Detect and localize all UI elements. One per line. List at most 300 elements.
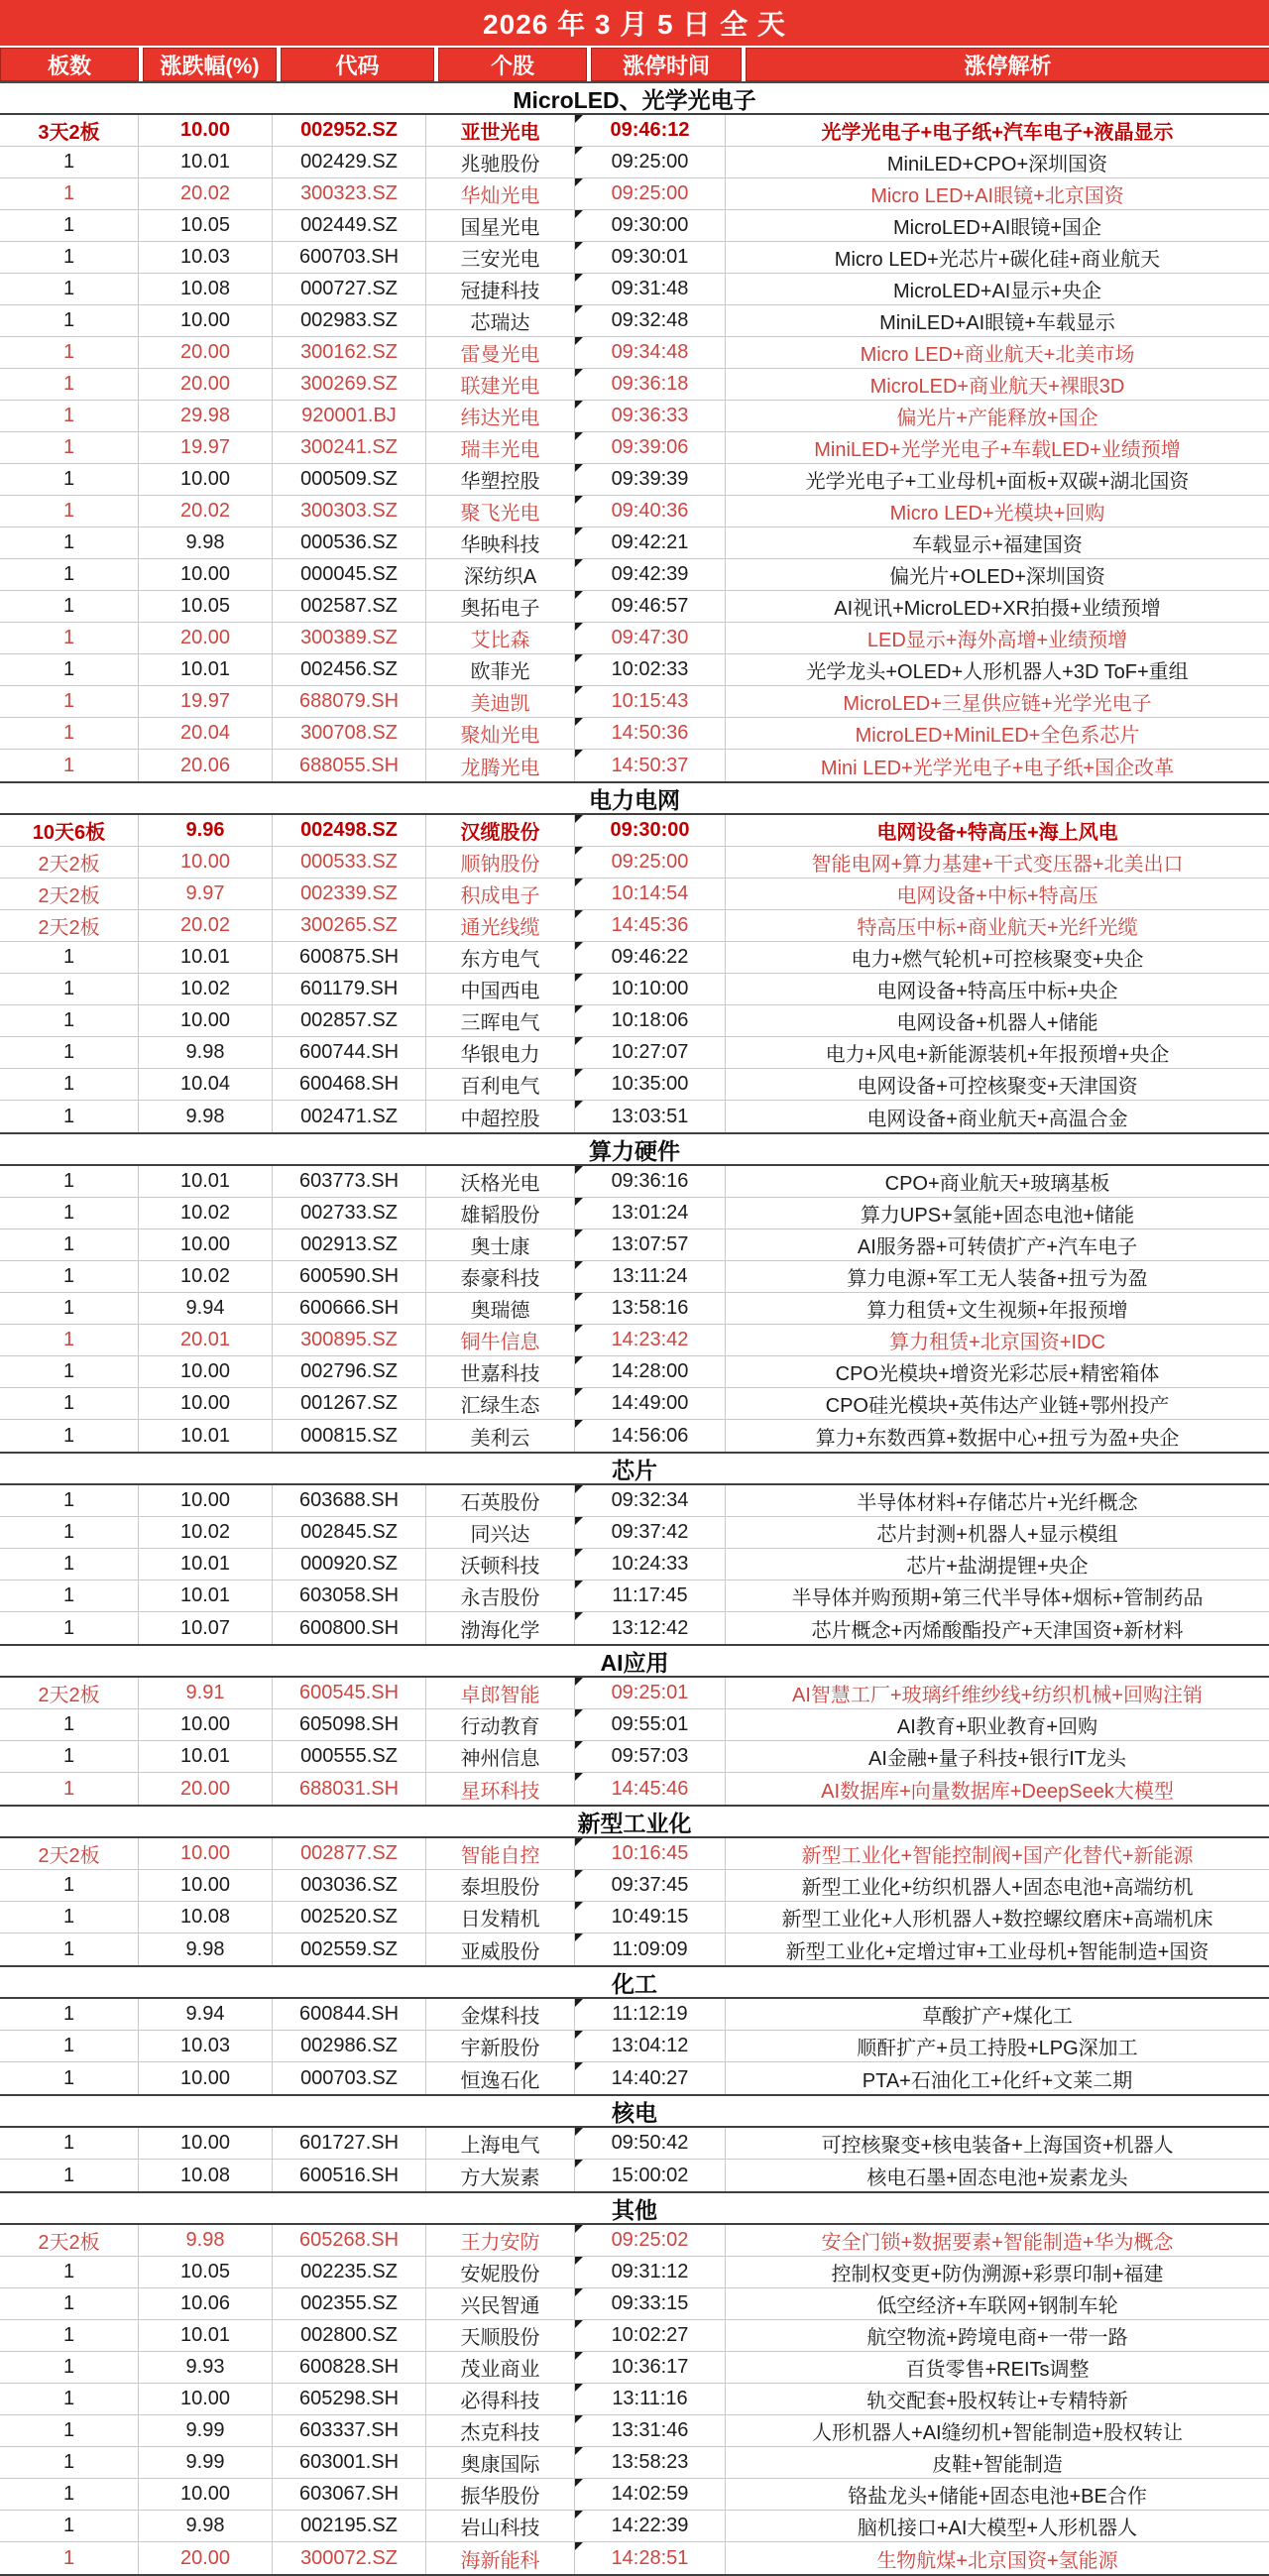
- stock-code-cell: 300895.SZ: [273, 1325, 426, 1355]
- stock-code-cell: 002498.SZ: [273, 815, 426, 846]
- board-count-cell: 1: [0, 1773, 139, 1805]
- limit-time-cell: [575, 1838, 726, 1869]
- analysis-cell: LED显示+海外高增+业绩预增: [866, 630, 1128, 651]
- pct-change-cell: 10.00: [139, 305, 273, 336]
- stock-code-cell: 688031.SH: [273, 1773, 426, 1805]
- table-row: [0, 274, 1269, 305]
- board-count-cell: 1: [0, 1293, 139, 1324]
- table-row: [0, 464, 1269, 496]
- limit-time-cell: [575, 1485, 726, 1516]
- stock-code-cell: 002800.SZ: [273, 2320, 426, 2351]
- board-count-cell: 1: [0, 1485, 139, 1516]
- comment-indicator-icon: [575, 242, 583, 250]
- limit-time-cell: [575, 1870, 726, 1901]
- stock-code-cell: 600590.SH: [273, 1261, 426, 1292]
- board-count-cell: 1: [0, 1101, 139, 1132]
- stock-name-cell: 深纺织A: [426, 559, 575, 590]
- limit-time-cell: [575, 591, 726, 622]
- analysis-cell: 算力UPS+氢能+固态电池+储能: [860, 1205, 1135, 1227]
- stock-code-cell: 002471.SZ: [273, 1101, 426, 1132]
- pct-change-cell: 10.03: [139, 2031, 273, 2061]
- section-header: AI应用: [0, 1646, 1269, 1676]
- limit-time-value: 13:12:42: [611, 1616, 689, 1639]
- pct-change-cell: 10.00: [139, 1709, 273, 1740]
- stock-name-cell: 恒逸石化: [426, 2062, 575, 2094]
- limit-time-cell: [575, 274, 726, 304]
- comment-indicator-icon: [575, 2288, 583, 2296]
- table-row: [0, 559, 1269, 591]
- limit-time-value: 09:55:01: [611, 1713, 689, 1735]
- limit-time-cell: [575, 242, 726, 273]
- stock-code-cell: 600516.SH: [273, 2160, 426, 2191]
- pct-change-cell: 20.02: [139, 178, 273, 209]
- stock-name-cell: 日发精机: [426, 1902, 575, 1932]
- comment-indicator-icon: [575, 401, 583, 409]
- stock-name-cell: 亚世光电: [426, 115, 575, 146]
- pct-change-cell: 9.98: [139, 2225, 273, 2256]
- pct-change-cell: 10.08: [139, 274, 273, 304]
- stock-code-cell: 688055.SH: [273, 750, 426, 781]
- table-row: [0, 591, 1269, 623]
- analysis-cell: 偏光片+OLED+深圳国资: [889, 566, 1105, 588]
- table-row: [0, 2384, 1269, 2415]
- table-row: [0, 527, 1269, 559]
- limit-time-cell: [575, 1999, 726, 2030]
- pct-change-cell: 9.98: [139, 527, 273, 558]
- analysis-cell: Micro LED+AI眼镜+北京国资: [870, 185, 1124, 207]
- column-header-3: 代码: [281, 48, 434, 81]
- stock-name-cell: 安妮股份: [426, 2257, 575, 2287]
- board-count-cell: 1: [0, 210, 139, 241]
- analysis-cell: PTA+石油化工+化纤+文莱二期: [862, 2069, 1133, 2092]
- table-row: [0, 1678, 1269, 1709]
- stock-code-cell: 002733.SZ: [273, 1198, 426, 1229]
- limit-time-value: 14:28:00: [611, 1360, 689, 1382]
- comment-indicator-icon: [575, 654, 583, 662]
- board-count-cell: 1: [0, 1356, 139, 1387]
- limit-time-cell: [575, 178, 726, 209]
- comment-indicator-icon: [575, 942, 583, 950]
- pct-change-cell: 9.98: [139, 1037, 273, 1068]
- board-count-cell: 1: [0, 1933, 139, 1965]
- comment-indicator-icon: [575, 2447, 583, 2455]
- pct-change-cell: 10.00: [139, 1356, 273, 1387]
- stock-name-cell: 奥康国际: [426, 2447, 575, 2478]
- comment-indicator-icon: [575, 210, 583, 218]
- table-row: [0, 750, 1269, 781]
- table-row: [0, 147, 1269, 178]
- comment-indicator-icon: [575, 337, 583, 345]
- board-count-cell: 1: [0, 496, 139, 527]
- analysis-cell: MicroLED+商业航天+裸眼3D: [869, 376, 1125, 398]
- table-row: [0, 1612, 1269, 1644]
- pct-change-cell: 20.06: [139, 750, 273, 781]
- limit-time-value: 15:00:02: [611, 2164, 689, 2186]
- analysis-cell: Micro LED+光芯片+碳化硅+商业航天: [834, 249, 1161, 271]
- limit-time-value: 09:25:01: [611, 1682, 689, 1703]
- limit-time-cell: [575, 686, 726, 717]
- section-header: 核电: [0, 2096, 1269, 2126]
- section-header: MicroLED、光学光电子: [0, 83, 1269, 113]
- stock-code-cell: 600545.SH: [273, 1678, 426, 1708]
- comment-indicator-icon: [575, 527, 583, 535]
- stock-code-cell: 002429.SZ: [273, 147, 426, 177]
- pct-change-cell: 10.01: [139, 1549, 273, 1580]
- pct-change-cell: 10.01: [139, 1741, 273, 1772]
- limit-time-cell: [575, 432, 726, 463]
- comment-indicator-icon: [575, 2352, 583, 2360]
- table-row: [0, 942, 1269, 974]
- stock-code-cell: 600800.SH: [273, 1612, 426, 1644]
- stock-code-cell: 002983.SZ: [273, 305, 426, 336]
- analysis-cell: 电网设备+特高压+海上风电: [876, 822, 1118, 844]
- limit-time-value: 10:27:07: [611, 1041, 689, 1063]
- limit-time-cell: [575, 2320, 726, 2351]
- stock-name-cell: 冠捷科技: [426, 274, 575, 304]
- limit-time-value: 14:56:06: [611, 1424, 689, 1447]
- analysis-cell: 轨交配套+股权转让+专精特新: [866, 2391, 1128, 2412]
- stock-name-cell: 振华股份: [426, 2479, 575, 2510]
- table-row: [0, 1870, 1269, 1902]
- analysis-cell: 新型工业化+人形机器人+数控螺纹磨床+高端机床: [781, 1909, 1213, 1931]
- board-count-cell: 1: [0, 1420, 139, 1452]
- table-row: [0, 2447, 1269, 2479]
- limit-time-value: 09:39:06: [611, 436, 689, 458]
- limit-time-cell: [575, 369, 726, 400]
- pct-change-cell: 10.01: [139, 1166, 273, 1197]
- limit-time-value: 10:24:33: [611, 1553, 689, 1575]
- limit-time-value: 09:50:42: [611, 2132, 689, 2154]
- analysis-cell: 偏光片+产能释放+国企: [896, 408, 1098, 429]
- analysis-cell: CPO+商业航天+玻璃基板: [884, 1173, 1110, 1195]
- stock-name-cell: 顺钠股份: [426, 847, 575, 878]
- stock-code-cell: 002986.SZ: [273, 2031, 426, 2061]
- table-row: [0, 2031, 1269, 2062]
- limit-time-cell: [575, 2479, 726, 2510]
- limit-time-value: 14:50:37: [611, 754, 689, 776]
- stock-code-cell: 600875.SH: [273, 942, 426, 973]
- comment-indicator-icon: [575, 2479, 583, 2487]
- table-row: [0, 1069, 1269, 1101]
- board-count-cell: 1: [0, 432, 139, 463]
- comment-indicator-icon: [575, 274, 583, 282]
- pct-change-cell: 10.00: [139, 464, 273, 495]
- stock-code-cell: 000533.SZ: [273, 847, 426, 878]
- board-count-cell: 2天2板: [0, 1838, 139, 1869]
- stock-code-cell: 002796.SZ: [273, 1356, 426, 1387]
- stock-name-cell: 同兴达: [426, 1517, 575, 1548]
- stock-code-cell: 002559.SZ: [273, 1933, 426, 1965]
- comment-indicator-icon: [575, 1261, 583, 1269]
- limit-time-value: 09:42:39: [611, 563, 689, 585]
- limit-time-value: 09:36:18: [611, 373, 689, 395]
- stock-name-cell: 兆驰股份: [426, 147, 575, 177]
- limit-time-cell: [575, 2128, 726, 2159]
- board-count-cell: 1: [0, 591, 139, 622]
- limit-time-value: 14:45:46: [611, 1777, 689, 1800]
- board-count-cell: 1: [0, 2447, 139, 2478]
- comment-indicator-icon: [575, 1388, 583, 1396]
- limit-time-cell: [575, 401, 726, 431]
- board-count-cell: 1: [0, 654, 139, 685]
- table-row: [0, 2352, 1269, 2384]
- comment-indicator-icon: [575, 847, 583, 855]
- pct-change-cell: 10.00: [139, 1485, 273, 1516]
- analysis-cell: 芯片+盐湖提锂+央企: [906, 1556, 1089, 1578]
- analysis-cell: 可控核聚变+核电装备+上海国资+机器人: [821, 2135, 1174, 2157]
- analysis-cell: MicroLED+AI显示+央企: [892, 281, 1102, 302]
- pct-change-cell: 10.04: [139, 1069, 273, 1100]
- limit-time-cell: [575, 559, 726, 590]
- board-count-cell: 1: [0, 1581, 139, 1611]
- pct-change-cell: 20.00: [139, 623, 273, 653]
- stock-code-cell: 000815.SZ: [273, 1420, 426, 1452]
- comment-indicator-icon: [575, 591, 583, 599]
- limit-time-cell: [575, 623, 726, 653]
- limit-time-cell: [575, 974, 726, 1004]
- board-count-cell: 1: [0, 1069, 139, 1100]
- stock-name-cell: 中国西电: [426, 974, 575, 1004]
- analysis-cell: 顺酐扩产+员工持股+LPG深加工: [857, 2038, 1138, 2059]
- pct-change-cell: 10.01: [139, 942, 273, 973]
- stock-name-cell: 三安光电: [426, 242, 575, 273]
- comment-indicator-icon: [575, 878, 583, 886]
- limit-time-value: 11:17:45: [612, 1584, 688, 1606]
- table-row: [0, 2479, 1269, 2511]
- stock-code-cell: 600468.SH: [273, 1069, 426, 1100]
- limit-time-value: 13:58:16: [611, 1297, 689, 1319]
- pct-change-cell: 10.00: [139, 1229, 273, 1260]
- limit-time-cell: [575, 1198, 726, 1229]
- stock-code-cell: 300708.SZ: [273, 718, 426, 749]
- table-row: [0, 1293, 1269, 1325]
- comment-indicator-icon: [575, 2384, 583, 2392]
- limit-time-cell: [575, 1773, 726, 1805]
- pct-change-cell: 9.98: [139, 2511, 273, 2541]
- analysis-cell: 半导体材料+存储芯片+光纤概念: [857, 1492, 1138, 1514]
- table-row: [0, 337, 1269, 369]
- table-row: [0, 686, 1269, 718]
- limit-time-cell: [575, 305, 726, 336]
- stock-code-cell: 603688.SH: [273, 1485, 426, 1516]
- comment-indicator-icon: [575, 686, 583, 694]
- section-rows: [0, 2126, 1269, 2193]
- limit-time-value: 09:25:02: [611, 2229, 689, 2251]
- limit-time-cell: [575, 210, 726, 241]
- comment-indicator-icon: [575, 1005, 583, 1013]
- limit-time-value: 14:28:51: [611, 2546, 689, 2569]
- stock-code-cell: 300389.SZ: [273, 623, 426, 653]
- board-count-cell: 2天2板: [0, 2225, 139, 2256]
- stock-code-cell: 002195.SZ: [273, 2511, 426, 2541]
- analysis-cell: 光学光电子+工业母机+面板+双碳+湖北国资: [805, 471, 1190, 493]
- stock-code-cell: 603001.SH: [273, 2447, 426, 2478]
- pct-change-cell: 10.00: [139, 1005, 273, 1036]
- pct-change-cell: 10.08: [139, 1902, 273, 1932]
- stock-name-cell: 华银电力: [426, 1037, 575, 1068]
- table-row: [0, 432, 1269, 464]
- stock-name-cell: 通光线缆: [426, 910, 575, 941]
- pct-change-cell: 10.00: [139, 1388, 273, 1419]
- pct-change-cell: 10.01: [139, 1581, 273, 1611]
- stock-name-cell: 星环科技: [426, 1773, 575, 1805]
- stock-name-cell: 瑞丰光电: [426, 432, 575, 463]
- table-row: [0, 1198, 1269, 1229]
- pct-change-cell: 9.91: [139, 1678, 273, 1708]
- stock-name-cell: 上海电气: [426, 2128, 575, 2159]
- comment-indicator-icon: [575, 1933, 583, 1941]
- stock-code-cell: 920001.BJ: [273, 401, 426, 431]
- pct-change-cell: 9.98: [139, 1933, 273, 1965]
- limit-time-cell: [575, 654, 726, 685]
- limit-time-cell: [575, 2447, 726, 2478]
- comment-indicator-icon: [575, 2128, 583, 2136]
- table-row: [0, 878, 1269, 910]
- stock-name-cell: 龙腾光电: [426, 750, 575, 781]
- board-count-cell: 2天2板: [0, 847, 139, 878]
- table-row: [0, 2415, 1269, 2447]
- table-row: [0, 1325, 1269, 1356]
- table-row: [0, 1388, 1269, 1420]
- stock-code-cell: 603337.SH: [273, 2415, 426, 2446]
- analysis-cell: 控制权变更+防伪溯源+彩票印制+福建: [831, 2264, 1164, 2285]
- table-row: [0, 1933, 1269, 1965]
- board-count-cell: 1: [0, 1388, 139, 1419]
- stock-code-cell: 002520.SZ: [273, 1902, 426, 1932]
- board-count-cell: 1: [0, 2415, 139, 2446]
- table-row: [0, 2257, 1269, 2288]
- comment-indicator-icon: [575, 1485, 583, 1493]
- board-count-cell: 1: [0, 2320, 139, 2351]
- analysis-cell: 算力租赁+北京国资+IDC: [889, 1332, 1105, 1353]
- limit-time-value: 09:32:34: [611, 1489, 689, 1511]
- pct-change-cell: 10.07: [139, 1612, 273, 1644]
- stock-code-cell: 002877.SZ: [273, 1838, 426, 1869]
- pct-change-cell: 10.01: [139, 654, 273, 685]
- analysis-cell: CPO硅光模块+英伟达产业链+鄂州投产: [825, 1395, 1170, 1417]
- limit-time-value: 09:46:57: [611, 595, 689, 617]
- board-count-cell: 1: [0, 1005, 139, 1036]
- limit-time-cell: [575, 2225, 726, 2256]
- limit-time-value: 09:30:01: [611, 246, 689, 268]
- pct-change-cell: 9.99: [139, 2447, 273, 2478]
- analysis-cell: AI智慧工厂+玻璃纤维纱线+纺织机械+回购注销: [792, 1685, 1203, 1706]
- comment-indicator-icon: [575, 718, 583, 726]
- limit-time-cell: [575, 1581, 726, 1611]
- analysis-cell: 芯片概念+丙烯酸酯投产+天津国资+新材料: [811, 1619, 1184, 1642]
- limit-time-value: 13:31:46: [611, 2419, 689, 2441]
- analysis-cell: 航空物流+跨境电商+一带一路: [866, 2327, 1128, 2349]
- analysis-cell: AI金融+量子科技+银行IT龙头: [867, 1748, 1127, 1770]
- limit-time-cell: [575, 2542, 726, 2574]
- stock-name-cell: 铜牛信息: [426, 1325, 575, 1355]
- stock-code-cell: 600744.SH: [273, 1037, 426, 1068]
- analysis-cell: 电网设备+商业航天+高温合金: [866, 1108, 1128, 1130]
- analysis-cell: 百货零售+REITs调整: [905, 2359, 1090, 2381]
- comment-indicator-icon: [575, 750, 583, 758]
- table-row: [0, 718, 1269, 750]
- pct-change-cell: 20.00: [139, 1773, 273, 1805]
- stock-code-cell: 300162.SZ: [273, 337, 426, 368]
- section-header: 其他: [0, 2193, 1269, 2223]
- stock-code-cell: 000536.SZ: [273, 527, 426, 558]
- stock-name-cell: 亚威股份: [426, 1933, 575, 1965]
- board-count-cell: 2天2板: [0, 878, 139, 909]
- stock-name-cell: 中超控股: [426, 1101, 575, 1132]
- stock-name-cell: 茂业商业: [426, 2352, 575, 2383]
- table-row: [0, 1709, 1269, 1741]
- pct-change-cell: 9.94: [139, 1293, 273, 1324]
- limit-time-value: 14:50:36: [611, 722, 689, 744]
- analysis-cell: 草酸扩产+煤化工: [922, 2006, 1073, 2028]
- limit-time-cell: [575, 1261, 726, 1292]
- board-count-cell: 1: [0, 274, 139, 304]
- analysis-cell: 算力租赁+文生视频+年报预增: [866, 1300, 1128, 1322]
- stock-name-cell: 艾比森: [426, 623, 575, 653]
- stock-code-cell: 603058.SH: [273, 1581, 426, 1611]
- pct-change-cell: 10.01: [139, 2320, 273, 2351]
- section-rows: [0, 2223, 1269, 2576]
- limit-time-value: 14:23:42: [611, 1329, 689, 1350]
- comment-indicator-icon: [575, 115, 583, 123]
- limit-time-cell: [575, 2384, 726, 2414]
- analysis-cell: 电网设备+特高压中标+央企: [876, 981, 1118, 1002]
- analysis-cell: 电网设备+中标+特高压: [896, 885, 1098, 907]
- limit-time-cell: [575, 147, 726, 177]
- table-row: [0, 1773, 1269, 1805]
- comment-indicator-icon: [575, 1709, 583, 1717]
- analysis-cell: 电网设备+机器人+储能: [896, 1012, 1098, 1034]
- page-title: 2026 年 3 月 5 日 全 天: [0, 0, 1269, 46]
- limit-time-cell: [575, 1678, 726, 1708]
- analysis-cell: 半导体并购预期+第三代半导体+烟标+管制药品: [791, 1587, 1204, 1609]
- limit-time-cell: [575, 337, 726, 368]
- table-row: [0, 1420, 1269, 1452]
- analysis-cell: AI视讯+MicroLED+XR拍摄+业绩预增: [834, 598, 1161, 620]
- table-row: [0, 2511, 1269, 2542]
- pct-change-cell: 10.08: [139, 2160, 273, 2191]
- comment-indicator-icon: [575, 1741, 583, 1749]
- limit-time-value: 11:12:19: [612, 2003, 688, 2025]
- stock-code-cell: 000703.SZ: [273, 2062, 426, 2094]
- limit-time-value: 09:34:48: [611, 341, 689, 363]
- board-count-cell: 1: [0, 369, 139, 400]
- analysis-cell: AI服务器+可转债扩产+汽车电子: [857, 1236, 1138, 1258]
- comment-indicator-icon: [575, 815, 583, 823]
- comment-indicator-icon: [575, 1166, 583, 1174]
- board-count-cell: 1: [0, 942, 139, 973]
- stock-name-cell: 兴民智通: [426, 2288, 575, 2319]
- table-row: [0, 1549, 1269, 1581]
- stock-code-cell: 002845.SZ: [273, 1517, 426, 1548]
- board-count-cell: 1: [0, 750, 139, 781]
- limit-time-cell: [575, 1388, 726, 1419]
- board-count-cell: 3天2板: [0, 115, 139, 146]
- stock-name-cell: 泰坦股份: [426, 1870, 575, 1901]
- comment-indicator-icon: [575, 1612, 583, 1620]
- analysis-cell: AI数据库+向量数据库+DeepSeek大模型: [821, 1780, 1174, 1803]
- board-count-cell: 1: [0, 1741, 139, 1772]
- stock-code-cell: 000920.SZ: [273, 1549, 426, 1580]
- table-row: [0, 623, 1269, 654]
- table-row: [0, 115, 1269, 147]
- analysis-cell: 脑机接口+AI大模型+人形机器人: [857, 2517, 1138, 2539]
- table-row: [0, 1101, 1269, 1132]
- stock-code-cell: 002355.SZ: [273, 2288, 426, 2319]
- stock-name-cell: 雷曼光电: [426, 337, 575, 368]
- comment-indicator-icon: [575, 1678, 583, 1686]
- limit-time-cell: [575, 2160, 726, 2191]
